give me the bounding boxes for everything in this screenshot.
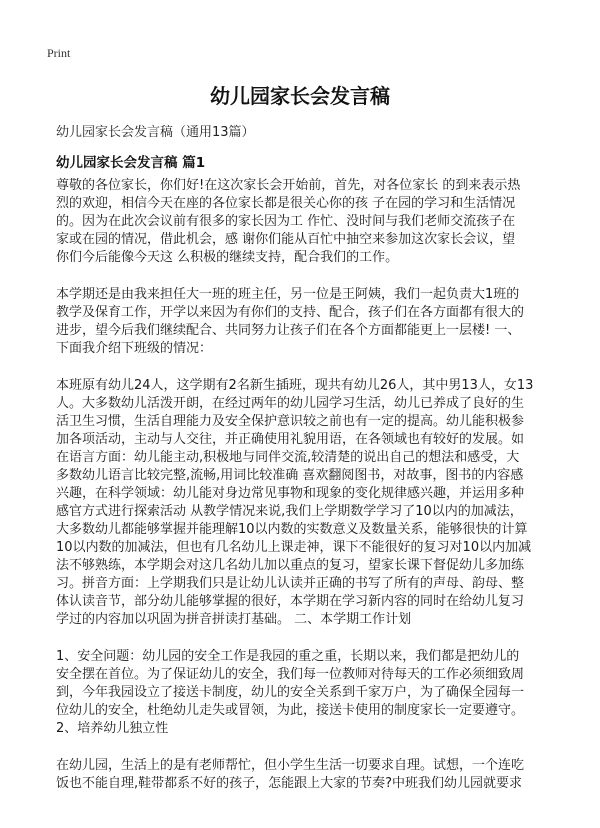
text-line: 人。大多数幼儿活泼开朗，在经过两年的幼儿园学习生活，幼儿已养成了良好的生 — [56, 396, 525, 411]
text-line: 2、培养幼儿独立性 — [56, 721, 169, 736]
page-title: 幼儿园家长会发言稿 — [210, 84, 390, 108]
document-subtitle: 幼儿园家长会发言稿（通用13篇） — [56, 125, 255, 140]
text-line: 10以内数的加减法，但也有几名幼儿上课走神，课下不能很好的复习对10以内加减 — [56, 540, 532, 555]
paragraph-independence — [56, 757, 548, 793]
text-line: 兴趣，在科学领域：幼儿能对身边常见事物和现象的变化规律感兴趣，并运用多种 — [56, 486, 525, 501]
text-line: 学过的内容加以巩固为拼音拼读打基础。 二、本学期工作计划 — [56, 612, 412, 627]
paragraph-safety — [56, 648, 548, 738]
paragraph-class-situation — [56, 377, 548, 629]
text-line: 本学期还是由我来担任大一班的班主任，另一位是王阿姨，我们一起负责大1班的 — [56, 287, 520, 302]
text-line: 饭也不能自理,鞋带都系不好的孩子，怎能跟上大家的节奏?中班我们幼儿园就要求 — [56, 776, 523, 791]
text-line: 在幼儿园，生活上的是有老师帮忙，但小学生生活一切要求自理。试想，一个连吃 — [56, 758, 525, 773]
text-line: 大多数幼儿都能够掌握并能理解10以内数的实数意义及数量关系，能够很快的计算 — [56, 522, 528, 537]
text-line: 多数幼儿语言比较完整,流畅,用词比较准确 喜欢翻阅图书，对故事，图书的内容感 — [56, 468, 524, 483]
section-heading: 幼儿园家长会发言稿 篇1 — [56, 155, 206, 171]
text-line: 尊敬的各位家长，你们好!在这次家长会开始前，首先，对各位家长 的到来表示热 — [56, 178, 521, 193]
text-line: 教学及保育工作，开学以来因为有你们的支持、配合，孩子们在各方面都有很大的 — [56, 305, 525, 320]
text-line: 你们今后能像今天这 么积极的继续支持，配合我们的工作。 — [56, 250, 399, 265]
text-line: 本班原有幼儿24人，这学期有2名新生插班，现共有幼儿26人，其中男13人，女13 — [56, 378, 534, 393]
text-line: 1、安全问题：幼儿园的安全工作是我园的重之重，长期以来，我们都是把幼儿的 — [56, 649, 520, 664]
text-line: 加各项活动，主动与人交往，并正确使用礼貌用语，在各领域也有较好的发展。如 — [56, 432, 525, 447]
paragraph-introduction — [56, 286, 548, 358]
text-line: 位幼儿的安全，杜绝幼儿走失或冒领，为此，接送卡使用的制度家长一定要遵守。 — [56, 703, 525, 718]
text-line: 家或在园的情况，借此机会，感 谢你们能从百忙中抽空来参加这次家长会议，望 — [56, 232, 516, 247]
text-line: 进步，望今后我们继续配合、共同努力让孩子们在各个方面都能更上一层楼! 一、 — [56, 323, 521, 338]
print-link[interactable]: Print — [47, 46, 71, 60]
text-line: 的。因为在此次会议前有很多的家长因为工 作忙、没时间与我们老师交流孩子在 — [56, 214, 516, 229]
text-line: 在语言方面：幼儿能主动,积极地与同伴交流,较清楚的说出自己的想法和感受，大 — [56, 450, 520, 465]
document-body — [56, 177, 548, 812]
text-line: 到，今年我园设立了接送卡制度，幼儿的安全关系到千家万户，为了确保全园每一 — [56, 685, 525, 700]
text-line: 习。拼音方面：上学期我们只是让幼儿认读并正确的书写了所有的声母、韵母、整 — [56, 576, 525, 591]
text-line: 法不够熟练，本学期会对这几名幼儿加以重点的复习，望家长课下督促幼儿多加练 — [56, 558, 525, 573]
text-line: 下面我介绍下班级的情况： — [56, 341, 213, 356]
text-line: 感官方式进行探索活动 从教学情况来说,我们上学期数学学习了10以内的加减法， — [56, 504, 523, 519]
text-line: 安全摆在首位。为了保证幼儿的安全，我们每一位教师对待每天的工作必须细致周 — [56, 667, 525, 682]
text-line: 体认读音节，部分幼儿能够掌握的很好，本学期在学习新内容的同时在给幼儿复习 — [56, 594, 525, 609]
paragraph-greeting — [56, 177, 548, 267]
text-line: 烈的欢迎，相信今天在座的各位家长都是很关心你的孩 子在园的学习和生活情况 — [56, 196, 516, 211]
text-line: 活卫生习惯，生活自理能力及安全保护意识较之前也有一定的提高。幼儿能积极参 — [56, 414, 525, 429]
